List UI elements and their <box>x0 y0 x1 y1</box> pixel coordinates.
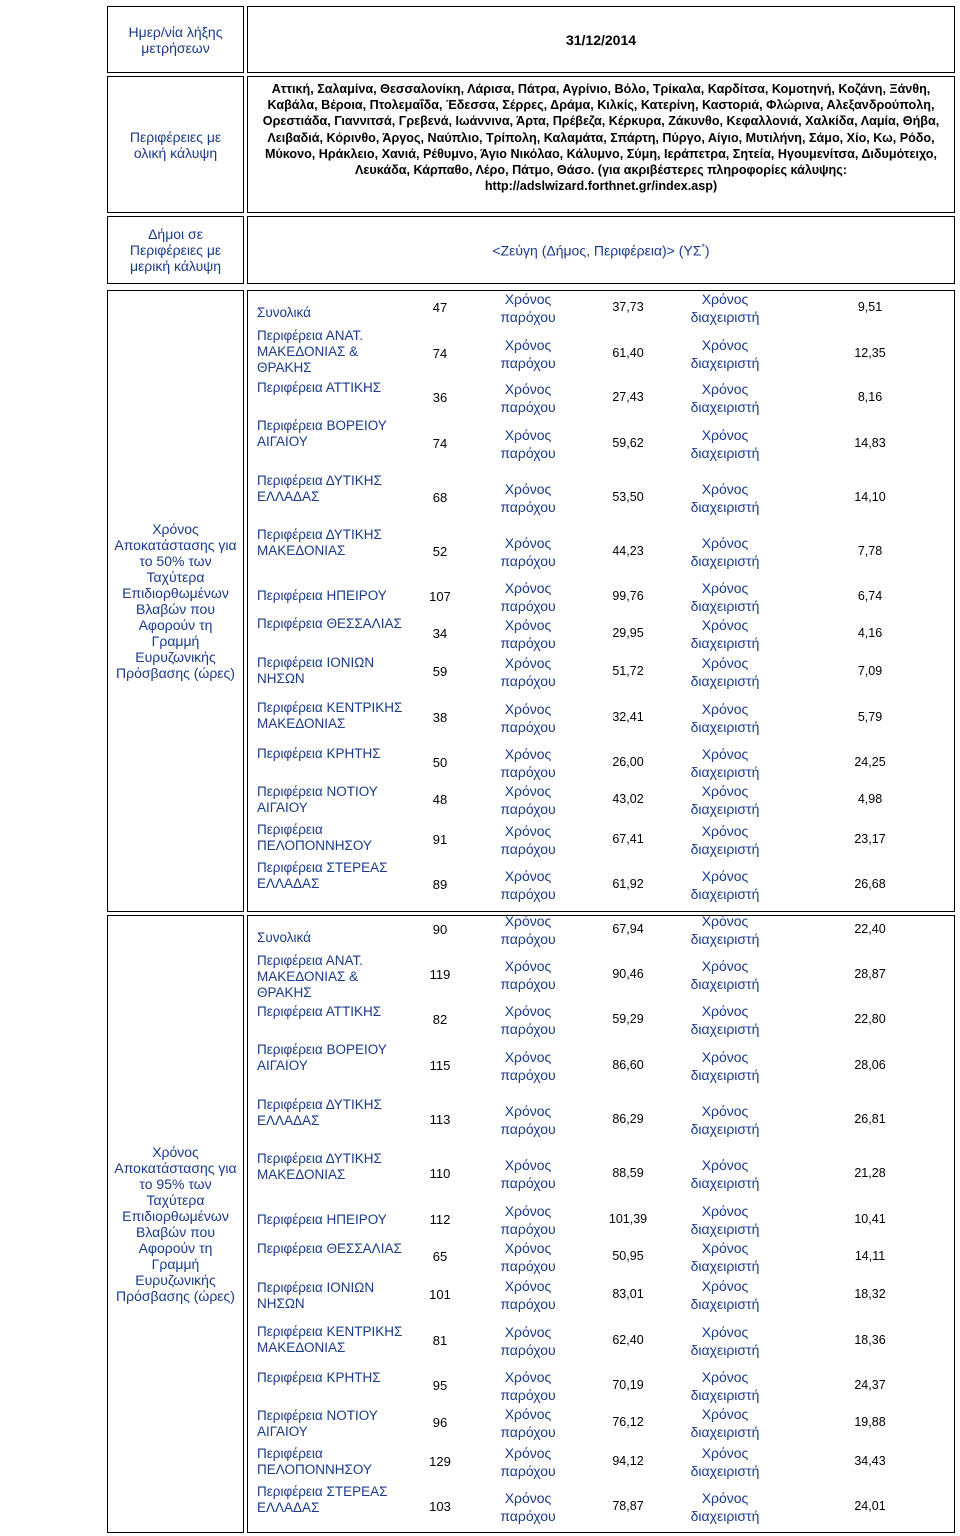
section-95-label-cell <box>107 915 244 1533</box>
provider-time-value: 67,94 <box>612 922 644 936</box>
operator-time-value: 9,51 <box>857 300 883 314</box>
operator-time-value: 10,41 <box>854 1212 886 1226</box>
operator-time-label: Χρόνος διαχειριστή <box>690 823 760 857</box>
measurement-count: 103 <box>429 1499 451 1514</box>
operator-time-value: 14,83 <box>854 436 886 450</box>
provider-time-label: Χρόνος παρόχου <box>500 655 556 689</box>
operator-time-value: 6,74 <box>857 589 883 603</box>
provider-time-value: 43,02 <box>612 792 644 806</box>
measurement-count: 34 <box>432 626 448 641</box>
region-name: Περιφέρεια ΔΥΤΙΚΗΣ ΜΑΚΕΔΟΝΙΑΣ <box>257 527 382 558</box>
region-name: Περιφέρεια ΣΤΕΡΕΑΣ ΕΛΛΑΔΑΣ <box>257 1484 388 1515</box>
measurement-count: 52 <box>432 544 448 559</box>
provider-time-label: Χρόνος παρόχου <box>500 1406 556 1440</box>
operator-time-value: 26,81 <box>854 1112 886 1126</box>
operator-time-value: 7,78 <box>857 544 883 558</box>
provider-time-value: 53,50 <box>612 490 644 504</box>
provider-time-label: Χρόνος παρόχου <box>500 746 556 780</box>
full-coverage-label: Περιφέρειες με ολική κάλυψη <box>129 128 222 161</box>
operator-time-value: 34,43 <box>854 1454 886 1468</box>
measurement-count: 50 <box>432 755 448 770</box>
measurement-count: 95 <box>432 1378 448 1393</box>
region-name: Περιφέρεια ΑΝΑΤ. ΜΑΚΕΔΟΝΙΑΣ & ΘΡΑΚΗΣ <box>257 953 363 1000</box>
provider-time-value: 59,62 <box>612 436 644 450</box>
operator-time-value: 7,09 <box>857 664 883 678</box>
pairs-close: ) <box>704 242 710 259</box>
provider-time-label: Χρόνος παρόχου <box>500 427 556 461</box>
provider-time-label: Χρόνος παρόχου <box>500 1103 556 1137</box>
region-name: Περιφέρεια ΙΟΝΙΩΝ ΝΗΣΩΝ <box>257 1280 375 1311</box>
operator-time-label: Χρόνος διαχειριστή <box>690 1203 760 1237</box>
date-label: Ημερ/νία λήξης μετρήσεων <box>128 23 223 56</box>
operator-time-value: 12,35 <box>854 346 886 360</box>
provider-time-label: Χρόνος παρόχου <box>500 1203 556 1237</box>
measurement-count: 59 <box>432 664 448 679</box>
region-name: Περιφέρεια ΑΝΑΤ. ΜΑΚΕΔΟΝΙΑΣ & ΘΡΑΚΗΣ <box>257 328 363 375</box>
measurement-count: 74 <box>432 436 448 451</box>
operator-time-label: Χρόνος διαχειριστή <box>690 701 760 735</box>
full-coverage-areas: Αττική, Σαλαμίνα, Θεσσαλονίκη, Λάρισα, Πάτρα, Αγρίνιο, Βόλο, Τρίκαλα, Καρδίτσα, Κομοτηνή, Κοζάνη, Ξάνθη, Καβάλα, Βέροια, Πτολεμαΐδα, Έδεσσα, Σέρρες, Δράμα, Κιλκίς, Κατερίνη, Καστοριά, Φλώρινα, Αλεξανδρούπολη, Ορεστιάδα, Γιαννιτσά, Γρεβενά, Ιωάννινα, Άρτα, Πρέβεζα, Κέρκυρα, Ζάκυνθο, Κεφαλλονιά, Χαλκίδα, Λαμία, Θήβα, Λειβαδιά, Κόρινθο, Άργος, Ναύπλιο, Τρίπολη, Καλαμάτα, Σπάρτη, Πύργο, Αίγιο, Μυτιλήνη, Σάμο, Χίο, Κω, Ρόδο, Μύκονο, Ηράκλειο, Χανιά, Ρέθυμνο, Άγιο Νικόλαο, Κάλυμνο, Σύμη, Ιεράπετρα, Σητεία, Ηγουμενίτσα, Διδυμότειχο, Λευκάδα, Κάρπαθο, Λέρο, Πάτμο, Θάσο. (για ακριβέστερες πληροφορίες κάλυψης: http://adslwizard.forthnet.gr/index.asp) <box>262 82 940 194</box>
provider-time-value: 86,60 <box>612 1058 644 1072</box>
date-label-cell <box>107 6 244 73</box>
provider-time-value: 61,40 <box>612 346 644 360</box>
operator-time-label: Χρόνος διαχειριστή <box>690 1103 760 1137</box>
provider-time-value: 86,29 <box>612 1112 644 1126</box>
operator-time-label: Χρόνος διαχειριστή <box>690 1003 760 1037</box>
provider-time-value: 94,12 <box>612 1454 644 1468</box>
measurement-count: 81 <box>432 1333 448 1348</box>
operator-time-label: Χρόνος διαχειριστή <box>690 868 760 902</box>
measurement-count: 91 <box>432 832 448 847</box>
provider-time-value: 50,95 <box>612 1249 644 1263</box>
section-50-label: Χρόνος Αποκατάστασης για το 50% των Ταχύτερα Επιδιορθωμένων Βλαβών που Αφορούν τη Γραμμή Ευρυζωνικής Πρόσβασης (ώρες) <box>114 521 237 681</box>
operator-time-label: Χρόνος διαχειριστή <box>690 291 760 325</box>
provider-time-value: 62,40 <box>612 1333 644 1347</box>
region-name: Περιφέρεια ΗΠΕΙΡΟΥ <box>257 1212 387 1227</box>
provider-time-value: 88,59 <box>612 1166 644 1180</box>
partial-coverage-label: Δήμοι σε Περιφέρειες με μερική κάλυψη <box>129 226 222 274</box>
provider-time-value: 90,46 <box>612 967 644 981</box>
operator-time-label: Χρόνος διαχειριστή <box>690 381 760 415</box>
full-coverage-areas-cell <box>247 76 955 213</box>
provider-time-value: 99,76 <box>612 589 644 603</box>
measurement-count: 90 <box>432 922 448 937</box>
operator-time-label: Χρόνος διαχειριστή <box>690 1490 760 1524</box>
operator-time-label: Χρόνος διαχειριστή <box>690 958 760 992</box>
provider-time-label: Χρόνος παρόχου <box>500 701 556 735</box>
operator-time-label: Χρόνος διαχειριστή <box>690 1406 760 1440</box>
measurement-count: 113 <box>429 1112 451 1127</box>
region-name: Περιφέρεια ΑΤΤΙΚΗΣ <box>257 1004 382 1019</box>
provider-time-label: Χρόνος παρόχου <box>500 823 556 857</box>
region-name: Περιφέρεια ΘΕΣΣΑΛΙΑΣ <box>257 1241 402 1256</box>
provider-time-value: 44,23 <box>612 544 644 558</box>
provider-time-label: Χρόνος παρόχου <box>500 1240 556 1274</box>
operator-time-label: Χρόνος διαχειριστή <box>690 783 760 817</box>
region-name: Περιφέρεια ΘΕΣΣΑΛΙΑΣ <box>257 616 402 631</box>
measurement-count: 119 <box>429 967 451 982</box>
region-name: Περιφέρεια ΑΤΤΙΚΗΣ <box>257 380 382 395</box>
operator-time-value: 23,17 <box>854 832 886 846</box>
region-name: Περιφέρεια ΒΟΡΕΙΟΥ ΑΙΓΑΙΟΥ <box>257 1042 387 1073</box>
date-value: 31/12/2014 <box>565 31 637 48</box>
operator-time-value: 19,88 <box>854 1415 886 1429</box>
provider-time-label: Χρόνος παρόχου <box>500 481 556 515</box>
operator-time-label: Χρόνος διαχειριστή <box>690 1324 760 1358</box>
operator-time-label: Χρόνος διαχειριστή <box>690 337 760 371</box>
provider-time-value: 59,29 <box>612 1012 644 1026</box>
operator-time-value: 18,36 <box>854 1333 886 1347</box>
section-95-label: Χρόνος Αποκατάστασης για το 95% των Ταχύτερα Επιδιορθωμένων Βλαβών που Αφορούν τη Γραμμή Ευρυζωνικής Πρόσβασης (ώρες) <box>114 1144 237 1304</box>
operator-time-label: Χρόνος διαχειριστή <box>690 746 760 780</box>
provider-time-label: Χρόνος παρόχου <box>500 783 556 817</box>
provider-time-label: Χρόνος παρόχου <box>500 580 556 614</box>
measurement-count: 36 <box>432 390 448 405</box>
provider-time-value: 37,73 <box>612 300 644 314</box>
region-name: Περιφέρεια ΔΥΤΙΚΗΣ ΕΛΛΑΔΑΣ <box>257 1097 382 1128</box>
region-name: Περιφέρεια ΣΤΕΡΕΑΣ ΕΛΛΑΔΑΣ <box>257 860 388 891</box>
operator-time-label: Χρόνος διαχειριστή <box>690 535 760 569</box>
operator-time-label: Χρόνος διαχειριστή <box>690 1240 760 1274</box>
measurement-count: 68 <box>432 490 448 505</box>
measurement-count: 89 <box>432 877 448 892</box>
region-name: Περιφέρεια ΚΡΗΤΗΣ <box>257 746 381 761</box>
region-name: Περιφέρεια ΠΕΛΟΠΟΝΝΗΣΟΥ <box>257 1446 372 1477</box>
provider-time-value: 61,92 <box>612 877 644 891</box>
provider-time-label: Χρόνος παρόχου <box>500 1445 556 1479</box>
provider-time-label: Χρόνος παρόχου <box>500 1049 556 1083</box>
measurement-count: 82 <box>432 1012 448 1027</box>
provider-time-value: 76,12 <box>612 1415 644 1429</box>
region-name: Περιφέρεια ΔΥΤΙΚΗΣ ΜΑΚΕΔΟΝΙΑΣ <box>257 1151 382 1182</box>
provider-time-label: Χρόνος παρόχου <box>500 1324 556 1358</box>
operator-time-label: Χρόνος διαχειριστή <box>690 913 760 947</box>
operator-time-label: Χρόνος διαχειριστή <box>690 655 760 689</box>
operator-time-label: Χρόνος διαχειριστή <box>690 580 760 614</box>
provider-time-value: 70,19 <box>612 1378 644 1392</box>
provider-time-label: Χρόνος παρόχου <box>500 868 556 902</box>
provider-time-value: 78,87 <box>612 1499 644 1513</box>
date-value-cell <box>247 6 955 73</box>
pairs-text: <Ζεύγη (Δήμος, Περιφέρεια)> (ΥΣ <box>492 242 702 259</box>
measurement-count: 112 <box>429 1212 451 1227</box>
provider-time-label: Χρόνος παρόχου <box>500 381 556 415</box>
provider-time-value: 27,43 <box>612 390 644 404</box>
provider-time-value: 32,41 <box>612 710 644 724</box>
operator-time-value: 28,87 <box>854 967 886 981</box>
provider-time-label: Χρόνος παρόχου <box>500 1278 556 1312</box>
operator-time-value: 18,32 <box>854 1287 886 1301</box>
provider-time-value: 51,72 <box>612 664 644 678</box>
operator-time-value: 14,11 <box>854 1249 886 1263</box>
provider-time-label: Χρόνος παρόχου <box>500 958 556 992</box>
region-name: Περιφέρεια ΗΠΕΙΡΟΥ <box>257 588 387 603</box>
operator-time-value: 4,98 <box>857 792 883 806</box>
operator-time-value: 21,28 <box>854 1166 886 1180</box>
operator-time-label: Χρόνος διαχειριστή <box>690 1369 760 1403</box>
operator-time-value: 24,01 <box>854 1499 886 1513</box>
operator-time-value: 22,80 <box>854 1012 886 1026</box>
operator-time-value: 5,79 <box>857 710 883 724</box>
operator-time-label: Χρόνος διαχειριστή <box>690 481 760 515</box>
operator-time-value: 24,37 <box>854 1378 886 1392</box>
measurement-count: 48 <box>432 792 448 807</box>
full-coverage-label-cell <box>107 76 244 213</box>
region-name: Περιφέρεια ΚΕΝΤΡΙΚΗΣ ΜΑΚΕΔΟΝΙΑΣ <box>257 700 403 731</box>
region-name: Περιφέρεια ΔΥΤΙΚΗΣ ΕΛΛΑΔΑΣ <box>257 473 382 504</box>
provider-time-label: Χρόνος παρόχου <box>500 1490 556 1524</box>
partial-coverage-label-cell <box>107 216 244 284</box>
operator-time-label: Χρόνος διαχειριστή <box>690 1278 760 1312</box>
provider-time-value: 29,95 <box>612 626 644 640</box>
measurement-count: 101 <box>429 1287 451 1302</box>
operator-time-value: 22,40 <box>854 922 886 936</box>
provider-time-label: Χρόνος παρόχου <box>500 1369 556 1403</box>
provider-time-label: Χρόνος παρόχου <box>500 1157 556 1191</box>
region-name: Περιφέρεια ΒΟΡΕΙΟΥ ΑΙΓΑΙΟΥ <box>257 418 387 449</box>
measurement-count: 129 <box>429 1454 451 1469</box>
region-name: Περιφέρεια ΚΡΗΤΗΣ <box>257 1370 381 1385</box>
region-name: Περιφέρεια ΚΕΝΤΡΙΚΗΣ ΜΑΚΕΔΟΝΙΑΣ <box>257 1324 403 1355</box>
region-name: Περιφέρεια ΠΕΛΟΠΟΝΝΗΣΟΥ <box>257 822 372 853</box>
provider-time-value: 83,01 <box>612 1287 644 1301</box>
provider-time-label: Χρόνος παρόχου <box>500 617 556 651</box>
measurement-count: 65 <box>432 1249 448 1264</box>
operator-time-value: 28,06 <box>854 1058 886 1072</box>
operator-time-label: Χρόνος διαχειριστή <box>690 1049 760 1083</box>
measurement-count: 38 <box>432 710 448 725</box>
provider-time-label: Χρόνος παρόχου <box>500 913 556 947</box>
operator-time-label: Χρόνος διαχειριστή <box>690 1157 760 1191</box>
provider-time-value: 101,39 <box>608 1212 648 1226</box>
partial-coverage-pairs <box>492 242 709 259</box>
operator-time-value: 14,10 <box>854 490 886 504</box>
provider-time-value: 26,00 <box>612 755 644 769</box>
operator-time-value: 24,25 <box>854 755 886 769</box>
operator-time-label: Χρόνος διαχειριστή <box>690 617 760 651</box>
region-name: Συνολικά <box>257 305 311 320</box>
operator-time-value: 26,68 <box>854 877 886 891</box>
operator-time-label: Χρόνος διαχειριστή <box>690 427 760 461</box>
section-50-label-cell <box>107 290 244 912</box>
provider-time-label: Χρόνος παρόχου <box>500 1003 556 1037</box>
pairs-footnote-mark: * <box>701 241 705 252</box>
region-name: Περιφέρεια ΙΟΝΙΩΝ ΝΗΣΩΝ <box>257 655 375 686</box>
measurement-count: 107 <box>429 589 451 604</box>
provider-time-label: Χρόνος παρόχου <box>500 535 556 569</box>
measurement-count: 74 <box>432 346 448 361</box>
region-name: Συνολικά <box>257 930 311 945</box>
measurement-count: 115 <box>429 1058 451 1073</box>
measurement-count: 110 <box>429 1166 451 1181</box>
provider-time-value: 67,41 <box>612 832 644 846</box>
region-name: Περιφέρεια ΝΟΤΙΟΥ ΑΙΓΑΙΟΥ <box>257 784 378 815</box>
provider-time-label: Χρόνος παρόχου <box>500 337 556 371</box>
operator-time-value: 8,16 <box>857 390 883 404</box>
operator-time-label: Χρόνος διαχειριστή <box>690 1445 760 1479</box>
measurement-count: 96 <box>432 1415 448 1430</box>
region-name: Περιφέρεια ΝΟΤΙΟΥ ΑΙΓΑΙΟΥ <box>257 1408 378 1439</box>
partial-coverage-pairs-cell <box>247 216 955 284</box>
measurement-count: 47 <box>432 300 448 315</box>
provider-time-label: Χρόνος παρόχου <box>500 291 556 325</box>
operator-time-value: 4,16 <box>857 626 883 640</box>
